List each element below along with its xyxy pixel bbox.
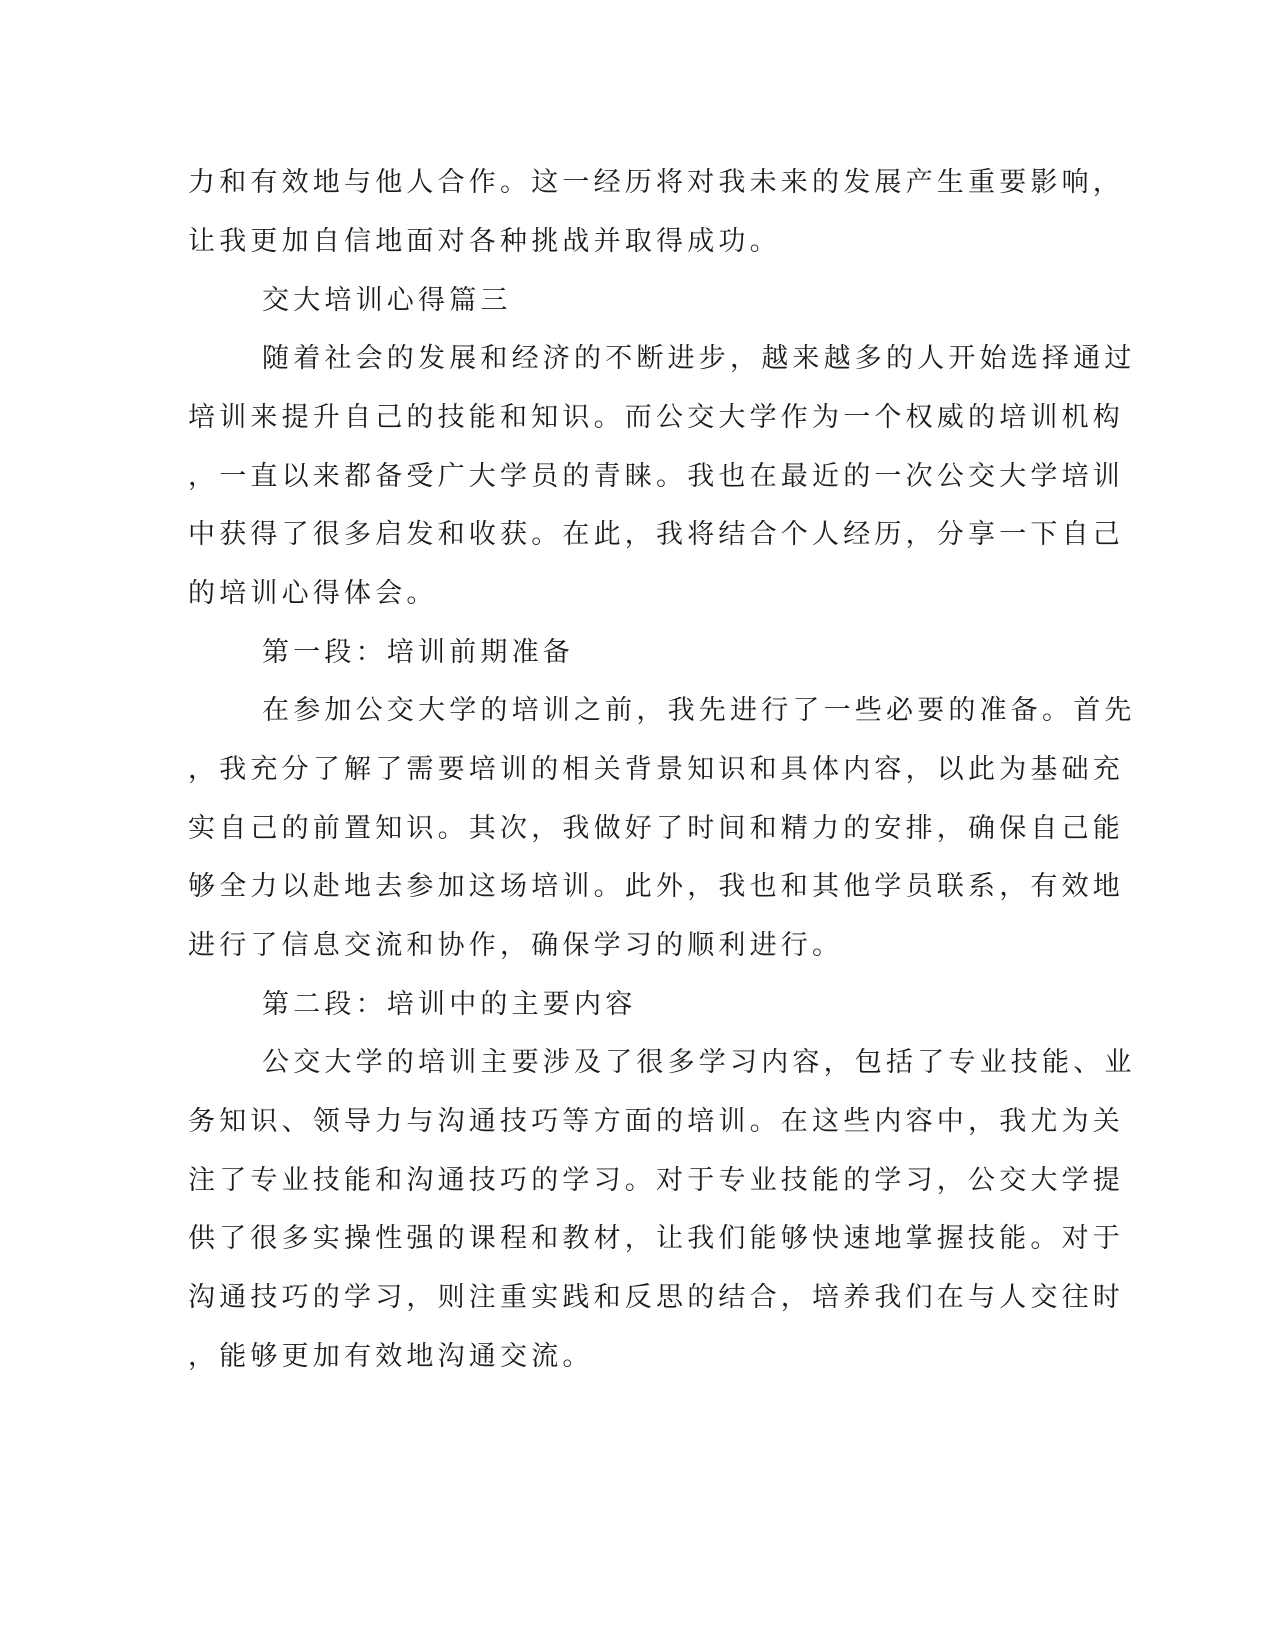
text-line: 务知识、领导力与沟通技巧等方面的培训。在这些内容中，我尤为关 (188, 1106, 1124, 1137)
text-line: 够全力以赴地去参加这场培训。此外，我也和其他学员联系，有效地 (188, 871, 1124, 902)
text-line: 公交大学的培训主要涉及了很多学习内容，包括了专业技能、业 (262, 1047, 1136, 1078)
text-line: ，一直以来都备受广大学员的青睐。我也在最近的一次公交大学培训 (188, 461, 1124, 492)
text-line: 的培训心得体会。 (188, 578, 438, 609)
text-line: ，能够更加有效地沟通交流。 (188, 1341, 594, 1372)
text-line: 力和有效地与他人合作。这一经历将对我未来的发展产生重要影响， (188, 167, 1124, 198)
text-line: 沟通技巧的学习，则注重实践和反思的结合，培养我们在与人交往时 (188, 1282, 1124, 1313)
text-line: 让我更加自信地面对各种挑战并取得成功。 (188, 226, 781, 257)
text-line: 中获得了很多启发和收获。在此，我将结合个人经历，分享一下自己 (188, 519, 1124, 550)
text-line: 实自己的前置知识。其次，我做好了时间和精力的安排，确保自己能 (188, 813, 1124, 844)
text-line: 随着社会的发展和经济的不断进步，越来越多的人开始选择通过 (262, 343, 1136, 374)
text-line: 供了很多实操性强的课程和教材，让我们能够快速地掌握技能。对于 (188, 1223, 1124, 1254)
text-line: 注了专业技能和沟通技巧的学习。对于专业技能的学习，公交大学提 (188, 1165, 1124, 1196)
section-title: 交大培训心得篇三 (262, 285, 512, 316)
text-line: 进行了信息交流和协作，确保学习的顺利进行。 (188, 930, 844, 961)
text-line: 在参加公交大学的培训之前，我先进行了一些必要的准备。首先 (262, 695, 1136, 726)
text-line: 培训来提升自己的技能和知识。而公交大学作为一个权威的培训机构 (188, 402, 1124, 433)
paragraph-heading: 第一段：培训前期准备 (262, 637, 574, 668)
paragraph-heading: 第二段：培训中的主要内容 (262, 989, 637, 1020)
text-line: ，我充分了解了需要培训的相关背景知识和具体内容，以此为基础充 (188, 754, 1124, 785)
